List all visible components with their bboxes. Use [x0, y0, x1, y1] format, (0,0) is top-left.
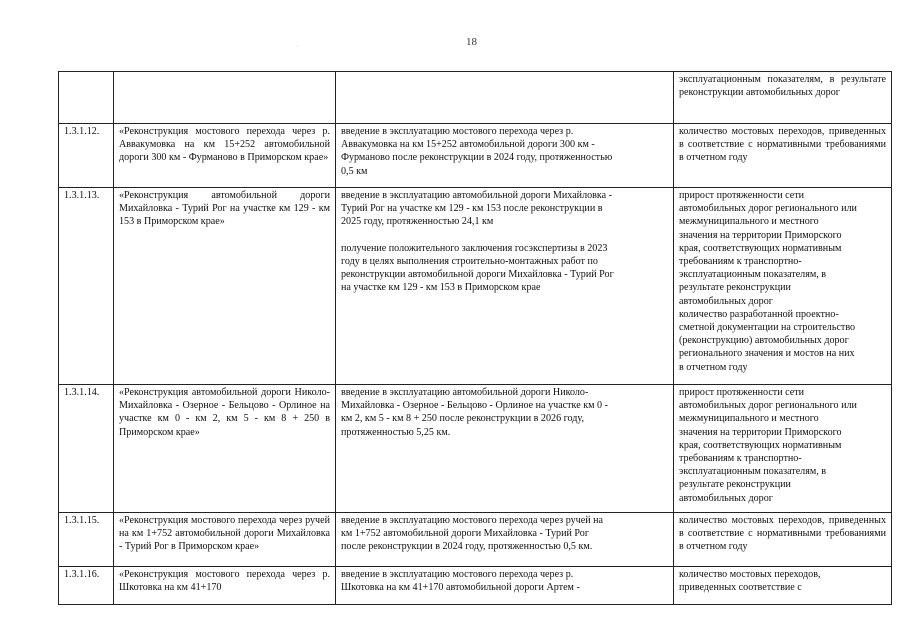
expected-result-cell: введение в эксплуатацию мостового перехода через р. Шкотовка на км 41+170 автомобильной дороги Артем - — [336, 567, 674, 605]
scan-speck: · — [296, 44, 298, 50]
indicator-paragraph: прирост протяженности сети автомобильных дорог регионального или межмуниципального и местного значения на территории Приморского края, соответствующих нормативным требованиям к транспортно- эксплуатационным показателям, в результате реконструкции автомобильных дорог — [679, 190, 857, 307]
expected-result-cell — [336, 188, 674, 385]
result-paragraph: получение положительного заключения госэкспертизы в 2023 году в целях выполнения строительно-монтажных работ по реконструкции автомобильной дороги Михайловка - Турий Рог на участке км 129 - км 153 в Приморском крае — [341, 242, 614, 294]
table-row — [59, 72, 892, 124]
measure-name-cell: «Реконструкция мостового перехода через р. Шкотовка на км 41+170 — [114, 567, 336, 605]
expected-result-cell: введение в эксплуатацию мостового перехода через р. Аввакумовка на км 15+252 автомобильной дороги 300 км - Фурманово после реконструкции в 2024 году, протяженностью 0,5 км — [336, 124, 674, 188]
indicator-cell: количество мостовых переходов, приведенных в соответствие с нормативными требованиями в отчетном году — [674, 513, 892, 567]
row-number-cell: 1.3.1.14. — [59, 385, 114, 513]
indicator-cell: эксплуатационным показателям, в результате реконструкции автомобильных дорог — [674, 72, 892, 124]
table-row — [59, 188, 892, 385]
row-number-cell — [59, 72, 114, 124]
expected-result-cell: введение в эксплуатацию мостового перехода через ручей на км 1+752 автомобильной дороги Михайловка - Турий Рог после реконструкции в 2024 году, протяженностью 0,5 км. — [336, 513, 674, 567]
row-number-cell: 1.3.1.15. — [59, 513, 114, 567]
indicator-paragraph: количество разработанной проектно- сметной документации на строительство (реконструкцию) автомобильных дорог регионального значения и мостов на них в отчетном году — [679, 308, 856, 373]
program-table — [58, 71, 892, 605]
measure-name-cell: «Реконструкция автомобильной дороги Михайловка - Турий Рог на участке км 129 - км 153 в Приморском крае» — [114, 188, 336, 385]
row-number-cell: 1.3.1.16. — [59, 567, 114, 605]
measure-name-cell — [114, 72, 336, 124]
row-number-cell: 1.3.1.13. — [59, 188, 114, 385]
indicator-cell — [674, 188, 892, 385]
measure-name-cell: «Реконструкция мостового перехода через р. Аввакумовка на км 15+252 автомобильной дороги 300 км - Фурманово в Приморском крае» — [114, 124, 336, 188]
indicator-cell: количество мостовых переходов, приведенных в соответствие с нормативными требованиями в отчетном году — [674, 124, 892, 188]
expected-result-cell: введение в эксплуатацию автомобильной дороги Николо- Михайловка - Озерное - Бельцово - Орлиное на участке км 0 - км 2, км 5 - км 8 + 250 после реконструкции в 2026 году, протяженностью 5,25 км. — [336, 385, 674, 513]
indicator-cell: прирост протяженности сети автомобильных дорог регионального или межмуниципального и местного значения на территории Приморского края, соответствующих нормативным требованиям к транспортно- эксплуатационным показателям, в результате реконструкции автомобильных дорог — [674, 385, 892, 513]
table-row — [59, 385, 892, 513]
table-row — [59, 513, 892, 567]
result-paragraph: введение в эксплуатацию автомобильной дороги Михайловка - Турий Рог на участке км 129 - км 153 после реконструкции в 2025 году, протяженностью 24,1 км — [341, 190, 613, 228]
expected-result-cell — [336, 72, 674, 124]
measure-name-cell: «Реконструкция мостового перехода через ручей на км 1+752 автомобильной дороги Михайловка - Турий Рог в Приморском крае» — [114, 513, 336, 567]
table-row — [59, 124, 892, 188]
page-number: 18 — [466, 36, 477, 48]
table-row — [59, 567, 892, 605]
measure-name-cell: «Реконструкция автомобильной дороги Николо-Михайловка - Озерное - Бельцово - Орлиное на участке км 0 - км 2, км 5 - км 8 + 250 в Приморском крае» — [114, 385, 336, 513]
row-number-cell: 1.3.1.12. — [59, 124, 114, 188]
indicator-cell: количество мостовых переходов, приведенных соответствие с — [674, 567, 892, 605]
